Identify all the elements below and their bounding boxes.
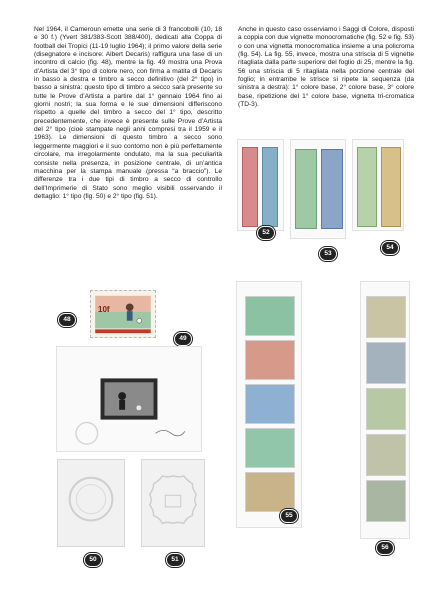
figure-badge-53: 53 — [319, 247, 337, 261]
color-proof-strip-figure-55 — [236, 281, 302, 528]
dry-stamp-figure-51 — [141, 459, 205, 547]
figure-badge-55: 55 — [280, 509, 298, 523]
figure-badge-51: 51 — [166, 553, 184, 567]
mini-stamp — [366, 388, 406, 430]
figure-badge-50: 50 — [84, 553, 102, 567]
mini-stamp — [321, 149, 343, 229]
color-proof-figure-52 — [237, 139, 284, 231]
mini-stamp — [242, 147, 258, 227]
mini-stamp — [245, 384, 295, 424]
mini-stamp — [245, 472, 295, 512]
color-proof-figure-53 — [290, 139, 346, 239]
artist-proof-figure-49 — [56, 346, 202, 452]
figure-badge-52: 52 — [257, 226, 275, 240]
mini-stamp — [245, 340, 295, 380]
dry-stamp-type-1-image — [58, 460, 124, 546]
stamp-value: 10f — [98, 305, 110, 314]
mini-stamp — [262, 147, 278, 227]
figure-badge-49: 49 — [174, 332, 192, 346]
figure-badge-56: 56 — [376, 541, 394, 555]
football-stamp-image — [91, 291, 155, 337]
mini-stamp — [366, 480, 406, 522]
figure-badge-48: 48 — [58, 313, 76, 327]
mini-stamp — [381, 147, 401, 227]
article-text-left: Nel 1964, il Cameroun emette una serie di 3 francobolli (10, 18 e 30 f.) (Yvert 381/383-Scott 388/400), dedicati alla Coppa di football dei Tropici (11-19 luglio 1964); il primo valore della serie (disegnatore e incisore: Albert Decaris) raffigura una fase di un incontro di calcio (fig. 48), mentre la fig. 49 mostra una Prova d’Artista del 3° tipo di colore nero, con firma a matita di Decaris in basso a destra e timbro a secco definitivo (del 2° tipo) in basso a sinistra: questo tipo di timbro a secco sarà presente su tutte le Prove d’Artista a partire dal 1° gennaio 1964 fino ai giorni nostri; la sua forma e le sue dimensioni differiscono rispetto a quelle del timbro a secco del 1° tipo, descritto precedentemente, che invece è presente sulle Prove d’Artista del 2° tipo (cioè stampate negli anni compresi tra il 1959 e il 1963). Le dimensioni di questo timbro a secco sono leggermente maggiori e il suo contorno non è più perfettamente circolare, ma irregolarmente ondulato, ma la sua peculiarità consiste nella presenza, in posizione centrale, di un’antica macchina per la stampa manuale (pressa “a braccio”). Le differenze tra i due tipi di timbro a secco di controllo dell’Imprimerie di Stato sono meglio visibili osservando il dettaglio: 1° tipo (fig. 50) e 2° tipo (fig. 51). — [34, 26, 222, 200]
artist-proof-image — [57, 347, 201, 451]
mini-stamp — [295, 149, 317, 229]
dry-stamp-figure-50 — [57, 459, 125, 547]
color-proof-strip-figure-56 — [360, 281, 410, 539]
mini-stamp — [245, 428, 295, 468]
dry-stamp-type-2-image — [142, 460, 204, 546]
mini-stamp — [366, 342, 406, 384]
figure-badge-54: 54 — [381, 241, 399, 255]
mini-stamp — [366, 296, 406, 338]
stamp-figure-48 — [90, 290, 156, 338]
mini-stamp — [245, 296, 295, 336]
mini-stamp — [366, 434, 406, 476]
article-text-right: Anche in questo caso osserviamo i Saggi di Colore, disposti a coppia con due vignette monocromatiche (fig. 52 e fig. 53) o con una vignetta monocromatica insieme a una policroma (fig. 54). La fig. 55, invece, mostra una striscia di 5 vignette ritagliata dalla parte superiore del foglio di 25, mentre la fig. 56 una striscia di 5 ritagliata nella porzione centrale del foglio; in entrambe le strisce si ripete la sequenza (da sinistra a destra): 1° colore base, 2° colore base, 3° colore base, ripetizione del 1° colore base, vignetta tri-cromatica (TD-3). — [238, 26, 414, 109]
mini-stamp — [357, 147, 377, 227]
color-proof-figure-54 — [352, 139, 404, 231]
